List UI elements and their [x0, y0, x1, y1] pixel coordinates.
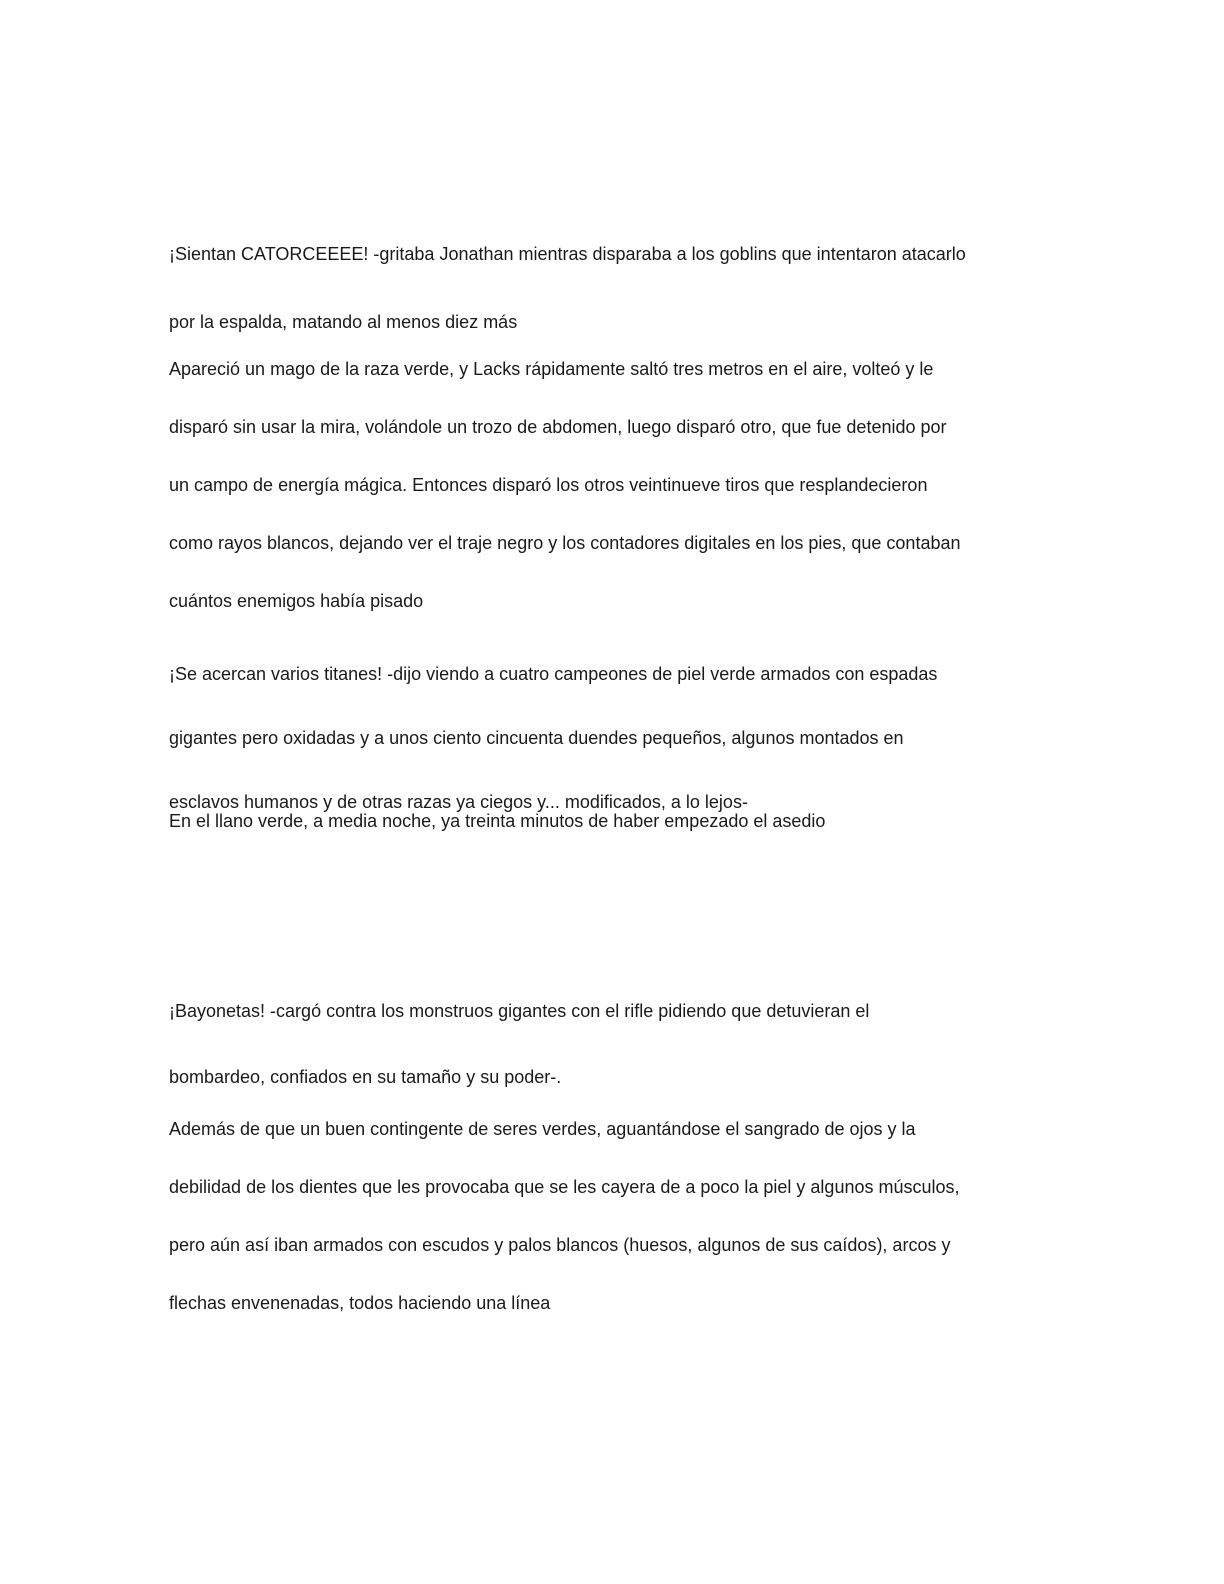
paragraph-line: gigantes pero oxidadas y a unos ciento cincuenta duendes pequeños, algunos montados en: [169, 728, 904, 748]
paragraph-6: [169, 1086, 1049, 1347]
paragraph-line: disparó sin usar la mira, volándole un trozo de abdomen, luego disparó otro, que fue detenido por: [169, 417, 947, 437]
paragraph-line: ¡Se acercan varios titanes! -dijo viendo a cuatro campeones de piel verde armados con espadas: [169, 664, 938, 684]
paragraph-line: Además de que un buen contingente de seres verdes, aguantándose el sangrado de ojos y la: [169, 1119, 916, 1139]
paragraph-line: debilidad de los dientes que les provocaba que se les cayera de a poco la piel y algunos músculos,: [169, 1177, 960, 1197]
paragraph-line: Apareció un mago de la raza verde, y Lacks rápidamente saltó tres metros en el aire, volteó y le: [169, 359, 934, 379]
paragraph-line: por la espalda, matando al menos diez más: [169, 312, 518, 332]
paragraph-4: [169, 778, 1049, 865]
paragraph-line: En el llano verde, a media noche, ya treinta minutos de haber empezado el asedio: [169, 811, 826, 831]
paragraph-line: cuántos enemigos había pisado: [169, 591, 424, 611]
paragraph-line: esclavos humanos y de otras razas ya ciegos y... modificados, a lo lejos-: [169, 792, 748, 812]
paragraph-line: flechas envenenadas, todos haciendo una línea: [169, 1293, 551, 1313]
paragraph-line: como rayos blancos, dejando ver el traje negro y los contadores digitales en los pies, que contaban: [169, 533, 961, 553]
paragraph-line: ¡Bayonetas! -cargó contra los monstruos gigantes con el rifle pidiendo que detuvieran el: [169, 1001, 870, 1021]
paragraph-line: pero aún así iban armados con escudos y palos blancos (huesos, algunos de sus caídos), arcos y: [169, 1235, 951, 1255]
paragraph-line: bombardeo, confiados en su tamaño y su poder-.: [169, 1067, 562, 1087]
paragraph-2: [169, 326, 1049, 645]
paragraph-line: un campo de energía mágica. Entonces disparó los otros veintinueve tiros que resplandecieron: [169, 475, 928, 495]
paragraph-line: ¡Sientan CATORCEEEE! -gritaba Jonathan mientras disparaba a los goblins que intentaron atacarlo: [169, 244, 966, 264]
